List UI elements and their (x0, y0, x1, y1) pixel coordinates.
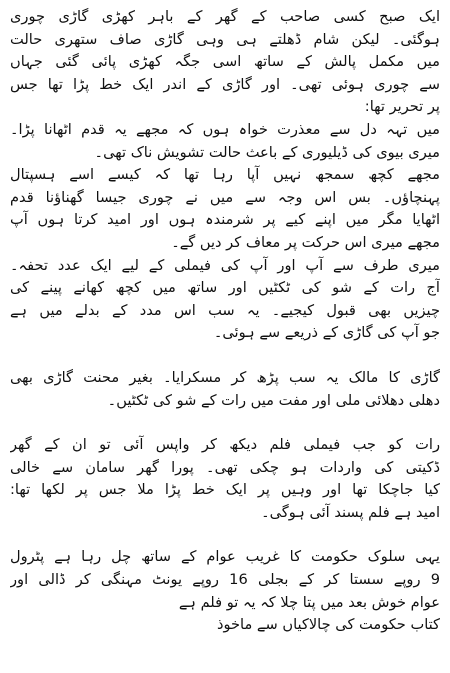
text-line: اٹھایا مگر میں اپنے کیے پر شرمندہ ہوں اور امید کرتا ہوں آپ (10, 211, 440, 229)
paragraph-intro (10, 6, 440, 119)
text-line: ڈکیتی کی واردات ہو چکی تھی۔ پورا گھر سامان سے خالی (10, 458, 440, 476)
source-credit: کتاب حکومت کی چالاکیاں سے ماخوذ (216, 616, 440, 634)
text-line: آج رات کے شو کی ٹکٹیں اور ساتھ میں کچھ کھانے پینے کی (10, 279, 440, 297)
text-line: پہنچاؤں۔ بس اس وجہ سے میں نے چوری جیسا گھناؤنا قدم (10, 188, 440, 206)
text-line: عوام خوش بعد میں پتا چلا کہ یہ تو فلم ہے (178, 593, 440, 611)
text-line: سے چوری ہوئی تھی۔ اور گاڑی کے اندر ایک خط پڑا تھا جس (10, 75, 440, 93)
text-line: میں تہہ دل سے معذرت خواہ ہوں کہ مجھے یہ قدم اٹھانا پڑا۔ (10, 120, 440, 138)
text-line: ہوگئی۔ لیکن شام ڈھلتے ہی وہی گاڑی صاف ستھری حالت (10, 30, 440, 48)
paragraph-gap (10, 524, 440, 546)
paragraph-moral (10, 546, 440, 636)
text-line: میری طرف سے آپ اور آپ کی فیملی کے لیے ایک عدد تحفہ۔ (10, 256, 440, 274)
text-line: گاڑی کا مالک یہ سب پڑھ کر مسکرایا۔ بغیر محنت گاڑی بھی (10, 368, 440, 386)
text-line: مجھے کچھ سمجھ نہیں آپا رہا تھا کہ کیسے اسے ہسپتال (10, 166, 440, 184)
text-line: ایک صبح کسی صاحب کے گھر کے باہر کھڑی گاڑی چوری (10, 8, 440, 25)
text-line: پر تحریر تھا: (364, 98, 440, 116)
text-line: 9 روپے سستا کر کے بجلی 16 روپے یونٹ مہنگی کر ڈالی اور (10, 571, 440, 589)
paragraph-robbery (10, 434, 440, 524)
text-line: چیزیں بھی قبول کیجیے۔ یہ سب اس مدد کے بدلے میں ہے (10, 301, 440, 319)
text-line: یہی سلوک حکومت کا غریب عوام کے ساتھ چل رہا ہے پٹرول (10, 548, 440, 566)
text-line: میں مکمل پالش کے ساتھ اسی جگہ کھڑی پائی گئی جہاں (10, 53, 440, 71)
paragraph-owner (10, 367, 440, 412)
text-line: دھلی دھلائی ملی اور مفت میں رات کے شو کی ٹکٹیں۔ (107, 391, 440, 409)
text-line: کیا جاچکا تھا اور وہیں پر ایک خط پڑا ملا جس پر لکھا تھا: (10, 481, 440, 499)
text-line: مجھے میری اس حرکت پر معاف کر دیں گے۔ (171, 233, 440, 251)
text-line: میری بیوی کی ڈیلیوری کے باعث حالت تشویش ناک تھی۔ (94, 143, 440, 161)
paragraph-gap (10, 412, 440, 434)
text-line: رات کو جب فیملی فلم دیکھ کر واپس آئی تو ان کے گھر (10, 436, 440, 454)
paragraph-letter (10, 119, 440, 345)
paragraph-gap (10, 345, 440, 367)
text-line: جو آپ کی گاڑی کے ذریعے سے ہوئی۔ (213, 324, 440, 342)
text-line: امید ہے فلم پسند آئی ہوگی۔ (261, 503, 440, 521)
